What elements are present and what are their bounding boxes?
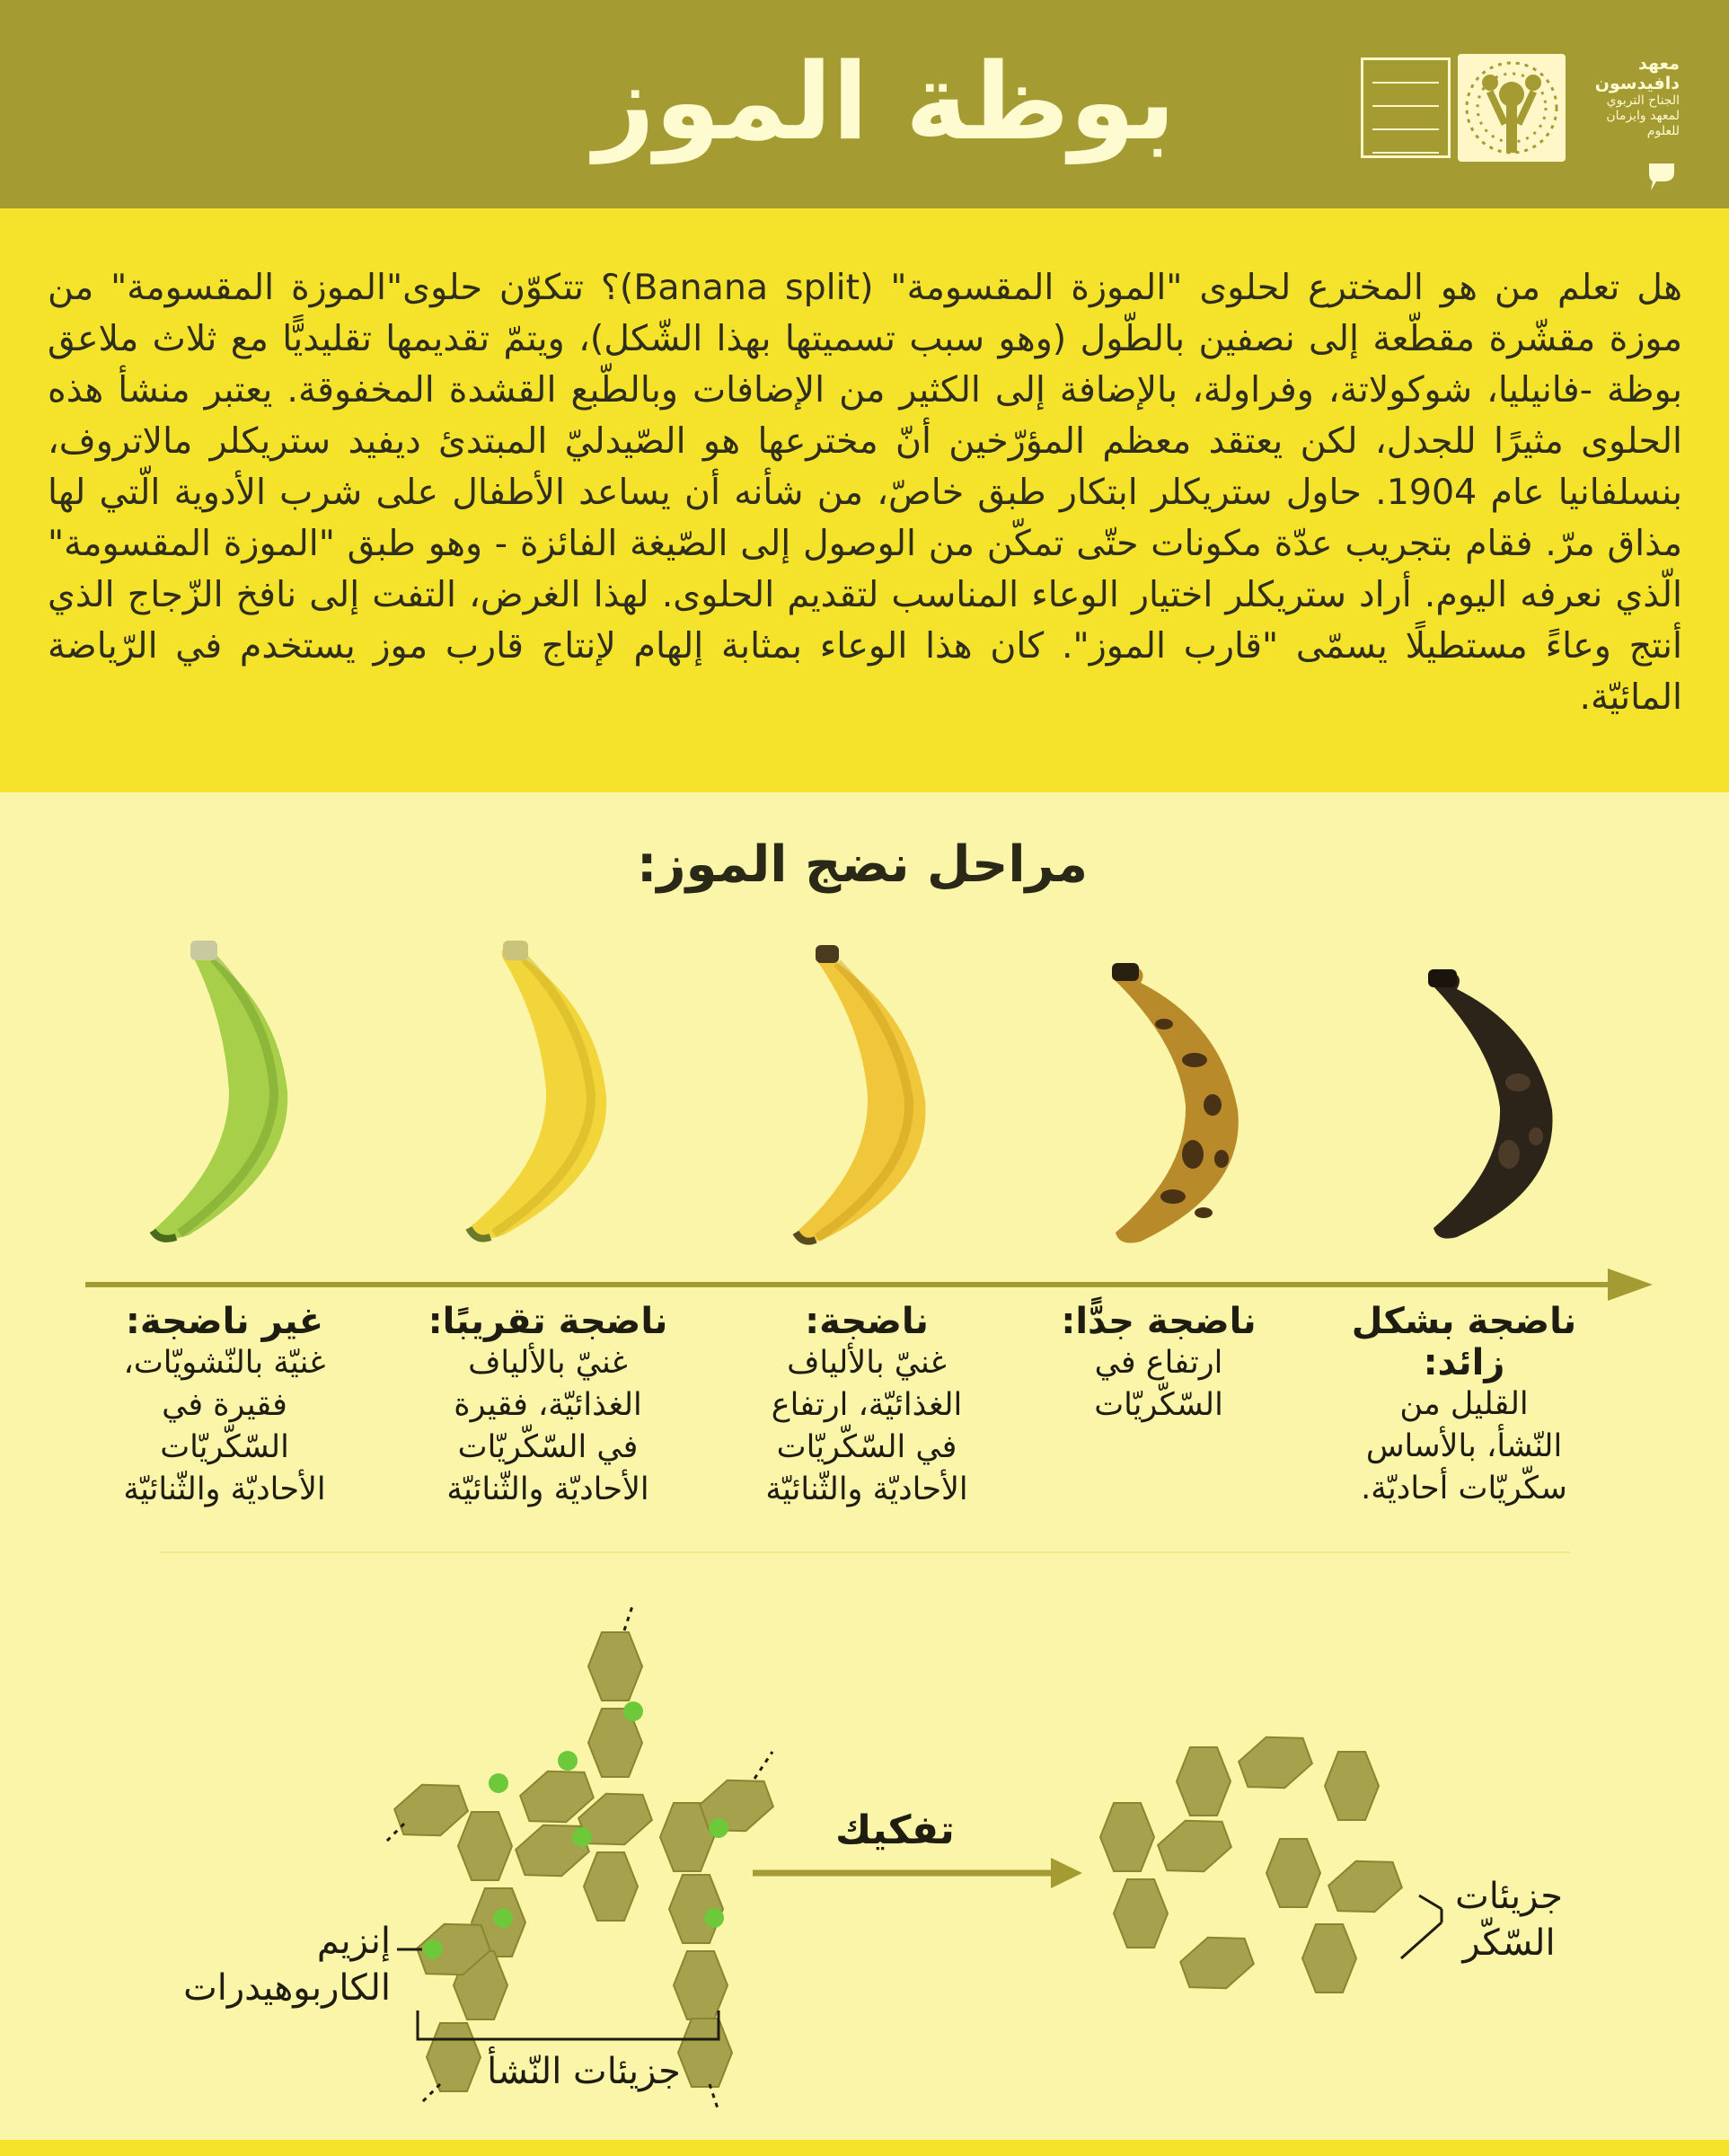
page-title: بوظة الموز bbox=[594, 40, 1176, 163]
enzyme-label-line: إنزيم bbox=[316, 1921, 391, 1962]
stage-desc-line: السّكّريّات bbox=[160, 1429, 289, 1465]
stage-desc-line: في السّكّريّات bbox=[776, 1429, 957, 1465]
stage-desc-line: الأحاديّة والثّنائيّة bbox=[765, 1471, 968, 1507]
logo-line-1: معهد bbox=[1637, 54, 1680, 74]
enzyme-label bbox=[126, 1918, 391, 2011]
stage-desc-line: غنيّ بالألياف bbox=[468, 1345, 628, 1381]
stage-desc-line: غنيّة بالنّشويّات، bbox=[123, 1345, 326, 1381]
stage-desc-line: غنيّ بالألياف bbox=[787, 1345, 947, 1381]
enzyme-label-line: الكاربوهيدرات bbox=[183, 1967, 391, 2009]
sugar-label-line: جزيئات bbox=[1455, 1876, 1563, 1917]
stage-desc-line: الأحاديّة والثّنائيّة bbox=[446, 1471, 649, 1507]
stage-desc-line: الغذائيّة، ارتفاع bbox=[771, 1387, 963, 1423]
footer-band bbox=[0, 2140, 1729, 2156]
stage-name: ناضجة تقريبًا: bbox=[428, 1301, 668, 1342]
stage-desc-line: النّشأ، بالأساس bbox=[1365, 1428, 1563, 1464]
sugar-label-line: السّكّر bbox=[1462, 1922, 1556, 1964]
logo-line-3: الجناح التربوي bbox=[1606, 93, 1680, 108]
stages-title: مراحل نضج الموز: bbox=[636, 835, 1089, 894]
stage-desc-line: فقيرة في bbox=[162, 1387, 287, 1423]
sugar-label bbox=[1442, 1873, 1576, 1966]
stage-name: ناضجة جدًّا: bbox=[1061, 1301, 1257, 1342]
starch-label bbox=[467, 2048, 701, 2095]
stage-desc-line: في السّكّريّات bbox=[457, 1429, 639, 1465]
stage-desc-line: الغذائيّة، فقيرة bbox=[454, 1387, 642, 1423]
stage-desc-line: سكّريّات أحاديّة. bbox=[1361, 1471, 1567, 1507]
intro-paragraph: هل تعلم من هو المخترع لحلوى "الموزة المقسومة" (Banana split)؟ تتكوّن حلوى"الموزة المقسومة" من موزة مقشّرة مقطّعة إلى نصفين بالطّول (وهو سبب تسميتها بهذا الشّكل)، ويتمّ تقديمها تقليديًّا مع ثلاث ملاعق بوظة -فانيليا، شوكولاتة، وفراولة، بالإضافة إلى الكثير من الإضافات وبالطّبع القشدة المخفوقة. يعتبر منشأ هذه الحلوى مثيرًا للجدل، لكن يعتقد معظم المؤرّخين أنّ مخترعها هو الصّيدليّ المبتدئ ديفيد ستريكلر مالاتروف، بنسلفانيا عام 1904. حاول ستريكلر ابتكار طبق خاصّ، من شأنه أن يساعد الأطفال على شرب الأدوية الّتي لها مذاق مرّ. فقام بتجريب عدّة مكونات حتّى تمكّن من الوصول إلى الصّيغة الفائزة - وهو طبق "الموزة المقسومة" الّذي نعرفه اليوم. أراد ستريكلر اختيار الوعاء المناسب لتقديم الحلوى. لهذا الغرض، التفت إلى نافخ الزّجاج الذي أنتج وعاءً مستطيلًا يسمّى "قارب الموز". كان هذا الوعاء بمثابة إلهام لإنتاج قارب موز يستخدم في الرّياضة المائيّة. bbox=[48, 267, 1683, 718]
stage-desc-line: القليل من bbox=[1399, 1386, 1529, 1422]
stage-desc-line: السّكّريّات bbox=[1094, 1387, 1223, 1423]
logo-line-5: للعلوم bbox=[1646, 124, 1680, 138]
logo-line-2: دافيدسون bbox=[1594, 74, 1680, 93]
stage-desc-line: ارتفاع في bbox=[1094, 1345, 1223, 1381]
stage-name: غير ناضجة: bbox=[125, 1301, 324, 1342]
sugar-molecules bbox=[1100, 1726, 1407, 2000]
stage-desc-line: الأحاديّة والثّنائيّة bbox=[123, 1471, 326, 1507]
stage-name: ناضجة بشكل زائد: bbox=[1351, 1301, 1577, 1383]
logo-line-4: لمعهد وايزمان bbox=[1606, 109, 1680, 123]
starch-label-text: جزيئات النّشأ bbox=[487, 2051, 681, 2092]
stage-name: ناضجة: bbox=[805, 1301, 929, 1342]
process-label: تفكيك bbox=[835, 1807, 955, 1853]
